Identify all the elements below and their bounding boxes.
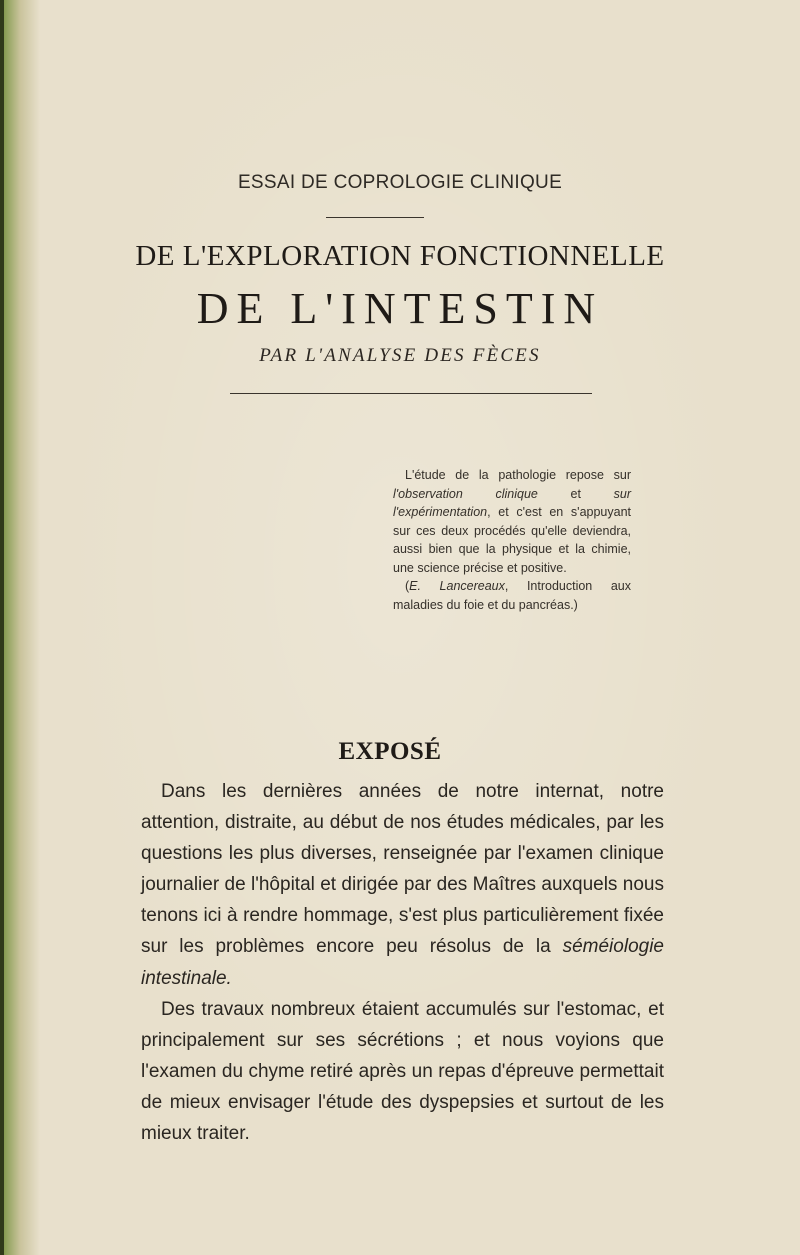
title-line-1: DE L'EXPLORATION FONCTIONNELLE <box>135 240 665 272</box>
epigraph-source-rest: , Introduction aux maladies du foie et du pancréas.) <box>393 579 631 612</box>
paragraph-1 <box>141 776 664 994</box>
long-rule <box>230 393 592 394</box>
epigraph-part-3: , et c'est en s'appuyant sur ces deux procédés qu'elle deviendra, aussi bien que la physique et la chimie, une science précise et positive. <box>393 505 631 575</box>
subtitle: PAR L'ANALYSE DES FÈCES <box>259 345 541 366</box>
paragraph-1-italic: séméiologie intestinale. <box>141 936 664 989</box>
epigraph-italic-1: l'observation clinique <box>393 486 538 501</box>
epigraph-part-1: L'étude de la pathologie repose sur <box>405 468 631 482</box>
epigraph-quote <box>393 466 631 577</box>
epigraph <box>393 466 631 614</box>
section-title: EXPOSÉ <box>338 738 442 765</box>
epigraph-part-2: et <box>537 486 614 501</box>
paragraph-2: Des travaux nombreux étaient accumulés sur l'estomac, et principalement sur ses sécrétions ; et nous voyions que l'examen du chyme retiré après un repas d'épreuve permettait de mieux envisager l'étude des dyspepsies et surtout de les mieux traiter. <box>141 998 664 1145</box>
epigraph-source <box>393 577 631 614</box>
running-head: ESSAI DE COPROLOGIE CLINIQUE <box>237 172 563 193</box>
epigraph-source-author: E. Lancereaux <box>409 579 505 593</box>
short-rule <box>326 217 424 218</box>
epigraph-source-open: ( <box>405 579 410 593</box>
body-text <box>141 776 664 1149</box>
title-line-2: DE L'INTESTIN <box>196 284 604 333</box>
paragraph-1-text: Dans les dernières années de notre internat, notre attention, distraite, au début de nos études médicales, par les questions les plus diverses, renseignée par l'examen clinique journalier de l'hôpital et dirigée par des Maîtres auxquels nous tenons ici à rendre hommage, s'est plus particulièrement fixée sur les problèmes encore peu résolus de la <box>141 781 664 958</box>
epigraph-italic-2: sur l'expérimentation <box>393 486 632 519</box>
